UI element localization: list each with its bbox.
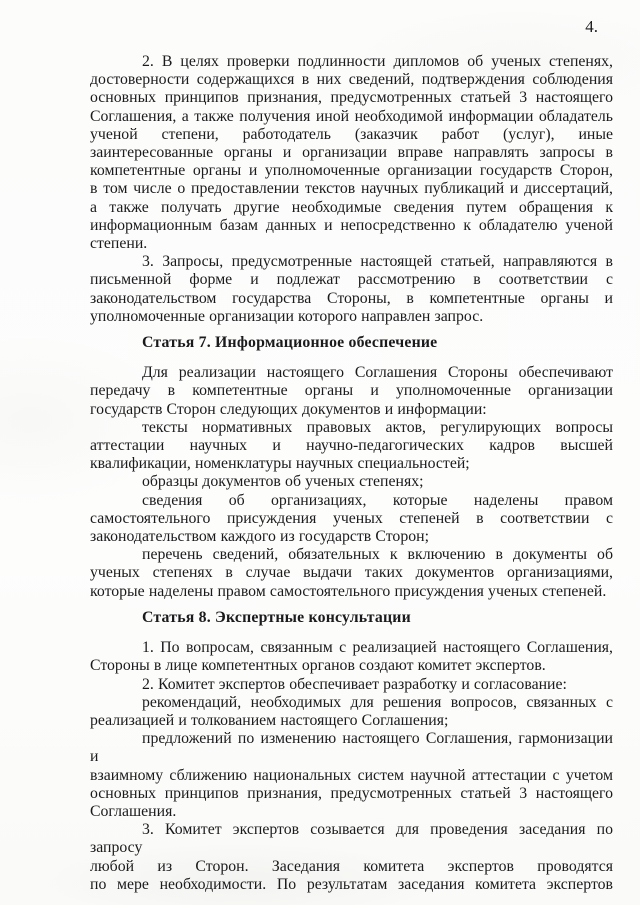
text-line: которые наделены правом самостоятельного присуждения ученых степеней. <box>90 582 607 600</box>
text-line: образцы документов об ученых степенях; <box>142 473 424 491</box>
article-heading: Статья 8. Экспертные консультации <box>142 608 411 626</box>
text-line: предложений по изменению настоящего Соглашения, гармонизации и <box>90 730 613 766</box>
text-line: законодательством государства Стороны, в компетентные органы и <box>90 289 613 307</box>
text-line: реализацией и толкованием настоящего Соглашения; <box>90 711 449 729</box>
text-line: 2. Комитет экспертов обеспечивает разработку и согласование: <box>142 675 567 693</box>
text-line: перечень сведений, обязательных к включению в документы об <box>142 546 613 564</box>
text-line: степени. <box>90 235 148 253</box>
text-line: информационным базам данных и непосредственно к обладателю ученой <box>90 216 613 234</box>
text-line: письменной форме и подлежат рассмотрению в соответствии с <box>90 271 613 289</box>
text-line: самостоятельного присуждения ученых степеней в соответствии с <box>90 509 613 527</box>
text-line: Соглашения. <box>90 802 177 820</box>
text-line: уполномоченные организации которого направлен запрос. <box>90 307 484 325</box>
text-line: рекомендаций, необходимых для решения вопросов, связанных с <box>142 693 613 711</box>
article-heading: Статья 7. Информационное обеспечение <box>142 334 438 352</box>
text-line: основных принципов признания, предусмотренных статьей 3 настоящего <box>90 784 613 802</box>
text-line: сведения об организациях, которые наделены правом <box>142 491 613 509</box>
text-line: тексты нормативных правовых актов, регулирующих вопросы <box>142 418 613 436</box>
text-line: аттестации научных и научно-педагогических кадров высшей <box>90 437 613 455</box>
text-line: квалификации, номенклатуры научных специальностей; <box>90 455 470 473</box>
page-number: 4. <box>585 17 598 36</box>
text-line: ученых степенях в случае выдачи таких документов организациями, <box>90 564 613 582</box>
text-line: основных принципов признания, предусмотренных статьей 3 настоящего <box>90 89 613 107</box>
text-line: Для реализации настоящего Соглашения Стороны обеспечивают <box>142 364 613 382</box>
text-line: в том числе о предоставлении текстов научных публикаций и диссертаций, <box>90 180 613 198</box>
text-line: законодательством каждого из государств Сторон; <box>90 528 429 546</box>
text-line: а также получать другие необходимые сведения путем обращения к <box>90 198 613 216</box>
text-line: Стороны в лице компетентных органов создают комитет экспертов. <box>90 657 546 675</box>
text-line: компетентные органы и уполномоченные организации государств Сторон, <box>90 162 613 180</box>
text-line: государств Сторон следующих документов и информации: <box>90 400 487 418</box>
text-line: по мере необходимости. По результатам заседания комитета экспертов <box>90 875 613 893</box>
text-line: достоверности содержащихся в них сведений, подтверждения соблюдения <box>90 71 613 89</box>
text-line: 3. Запросы, предусмотренные настоящей статьей, направляются в <box>142 253 613 271</box>
text-line: взаимному сближению национальных систем научной аттестации с учетом <box>90 766 613 784</box>
text-line: 2. В целях проверки подлинности дипломов об ученых степенях, <box>142 53 613 70</box>
text-line: 1. По вопросам, связанным с реализацией настоящего Соглашения, <box>142 639 613 657</box>
text-line: ученой степени, работодатель (заказчик работ (услуг), иные <box>90 125 613 143</box>
document-body <box>90 53 613 894</box>
text-line: заинтересованные органы и организации вправе направлять запросы в <box>90 144 613 162</box>
text-line: любой из Сторон. Заседания комитета экспертов проводятся <box>90 857 613 875</box>
text-line: 3. Комитет экспертов созывается для проведения заседания по запросу <box>90 821 613 857</box>
text-line: передачу в компетентные органы и уполномоченные организации <box>90 382 613 400</box>
text-line: Соглашения, а также получения иной необходимой информации обладатель <box>90 107 613 125</box>
